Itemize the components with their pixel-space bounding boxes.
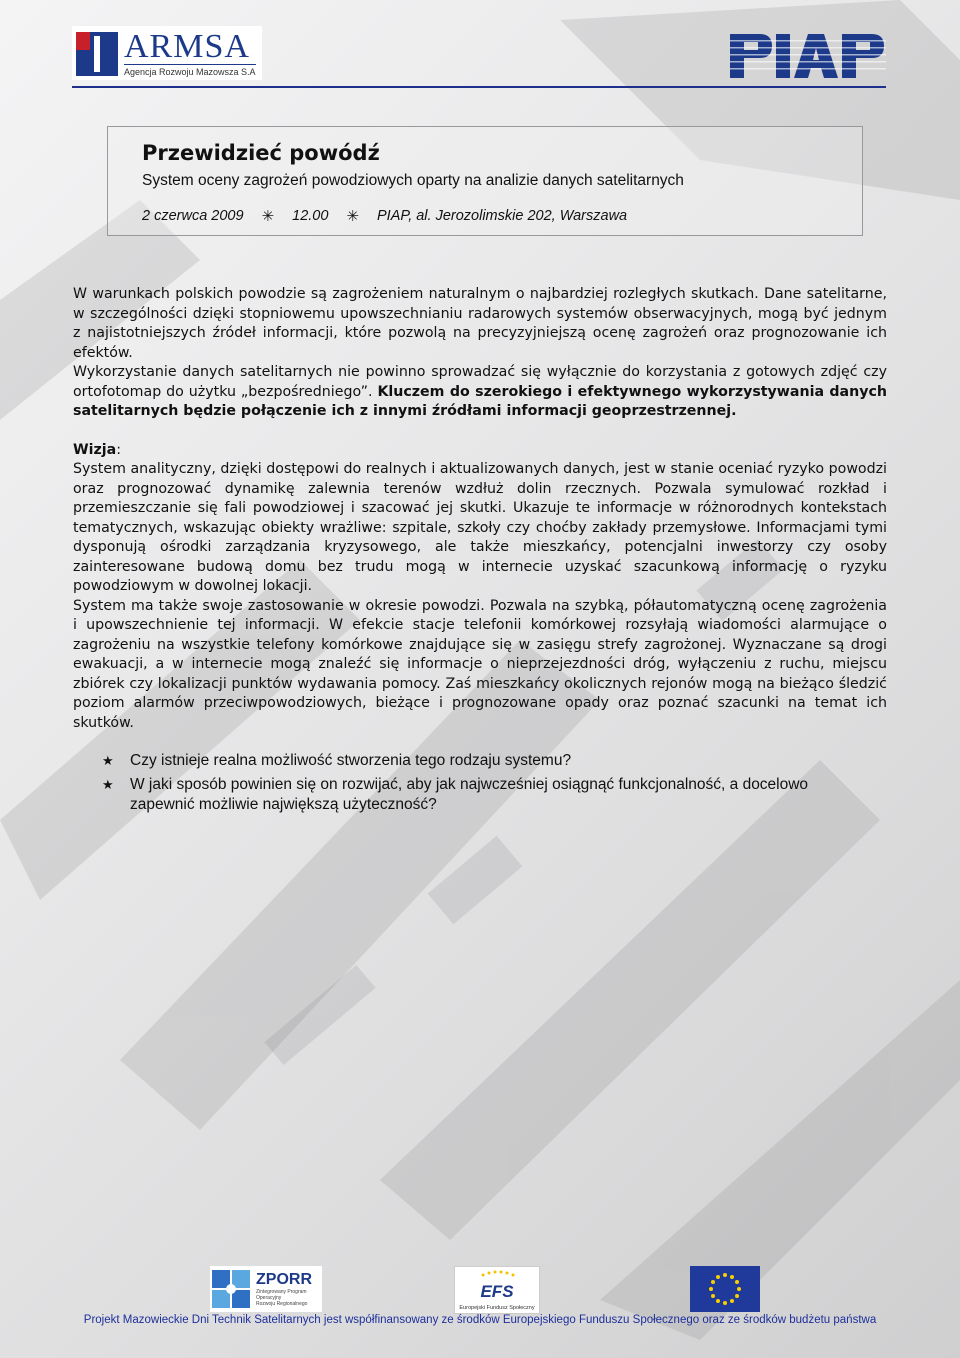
event-subtitle: System oceny zagrożeń powodziowych oparty na analizie danych satelitarnych bbox=[142, 172, 684, 189]
paragraph-intro: W warunkach polskich powodzie są zagrożeniem naturalnym o najbardziej rozległych skutkach. Dane satelitarne, w szczególności dzięki stopniowemu upowszechnianiu radarowych systemów obserwacyjnych, mogą być jednym z najistotniejszych źródeł informacji, które pozwolą na precyzyjniejszą ocenę zagrożeń oraz prognozowanie ich efektów. bbox=[73, 286, 887, 361]
event-time: 12.00 bbox=[292, 208, 329, 224]
questions-list bbox=[102, 751, 862, 819]
armsa-mark-icon bbox=[74, 28, 120, 78]
star-bullet-icon: ★ bbox=[102, 777, 114, 792]
wizja-heading bbox=[73, 441, 887, 461]
asterisk-icon: ✳ bbox=[261, 208, 275, 225]
armsa-logo bbox=[72, 26, 262, 80]
event-date: 2 czerwca 2009 bbox=[142, 208, 244, 224]
sponsor-logos bbox=[0, 1262, 960, 1314]
list-item bbox=[102, 751, 862, 771]
paragraph-usage-text: Wykorzystanie danych satelitarnych nie powinno sprowadzać się wyłącznie do korzystania z gotowych zdjęć czy ortofotomap do użytku „bezpośredniego”. bbox=[73, 364, 887, 400]
list-item bbox=[102, 775, 862, 815]
zporr-title: ZPORR bbox=[256, 1271, 312, 1288]
paragraph-usage bbox=[73, 363, 887, 422]
armsa-subtitle: Agencja Rozwoju Mazowsza S.A bbox=[124, 64, 256, 77]
asterisk-icon: ✳ bbox=[346, 208, 360, 225]
question-text: W jaki sposób powinien się on rozwijać, aby jak najwcześniej osiągnąć funkcjonalność, a docelowo zapewnić możliwie największą użyteczność? bbox=[130, 776, 809, 813]
efs-logo bbox=[454, 1266, 540, 1314]
piap-logo bbox=[730, 30, 886, 80]
paragraph-vision: System analityczny, dzięki dostępowi do realnych i aktualizowanych danych, jest w stanie oceniać ryzyko powodzi oraz prognozować dynamikę zalewnia terenów wzdłuż dolin rzecznych. Pozwala symulować rozkład i przemieszczanie się fali powodziowej i szacować jej skutki. Ukazuje te informacje w różnorodnych kontekstach tematycznych, wskazując obiekty wrażliwe: szpitale, szkoły czy choćby zakłady przemysłowe. Informacjami tymi dysponują ośrodki zarządzania kryzysowego, ale także mieszkańcy, potencjalni inwestorzy czy osoby zainteresowane budową domu bez trudu mogą w internecie uzyskać szacunkową informację o ryzyku powodziowym w dowolnej lokacji. bbox=[73, 461, 887, 594]
event-info-box bbox=[107, 126, 863, 236]
event-details bbox=[142, 207, 627, 225]
armsa-name: ARMSA bbox=[124, 27, 250, 65]
zporr-subtitle-1: Zintegrowany Program bbox=[256, 1289, 307, 1295]
page-header bbox=[72, 26, 886, 88]
eu-flag-icon bbox=[690, 1266, 760, 1312]
event-title: Przewidzieć powódź bbox=[142, 141, 380, 165]
star-bullet-icon: ★ bbox=[102, 753, 114, 768]
wizja-colon: : bbox=[116, 441, 121, 458]
footer-funding-note: Projekt Mazowieckie Dni Technik Satelitarnych jest współfinansowany ze środków Europejskiego Funduszu Społecznego oraz ze środków budżetu państwa bbox=[83, 1314, 877, 1326]
paragraph-flood-use: System ma także swoje zastosowanie w okresie powodzi. Pozwala na szybką, półautomatyczną ocenę zagrożenia i upowszechnienie tej informacji. W efekcie stacje telefonii komórkowej rozsyłają wiadomości alarmujące o zagrożeniu na wszystkie telefony komórkowe znajdujące się w zasięgu strefy zagrożonej. Wyznaczane są drogi ewakuacji, a w internecie mogą znaleźć się informacje o nieprzejezdności dróg, wyłączeniu z ruchu, miejscu zbiórek czy lokalizacji punktów wydawania pomocy. Zaś mieszkańcy okolicznych rejonów mogą na bieżąco śledzić poziom alarmów przeciwpowodziowych, bieżące i prognozowane opady oraz poznać szacunki na temat ich skutków. bbox=[73, 597, 887, 731]
efs-title: EFS bbox=[480, 1282, 514, 1301]
question-text: Czy istnieje realna możliwość stworzenia tego rodzaju systemu? bbox=[130, 752, 572, 769]
zporr-subtitle-2: Operacyjny bbox=[256, 1295, 282, 1301]
zporr-subtitle-3: Rozwoju Regionalnego bbox=[256, 1301, 308, 1307]
wizja-label: Wizja bbox=[73, 441, 117, 458]
efs-subtitle: Europejski Fundusz Społeczny bbox=[459, 1305, 535, 1311]
paragraph-usage-key-statement: Kluczem do szerokiego i efektywnego wykorzystywania danych satelitarnych będzie połączenie ich z innymi źródłami informacji geoprzestrzennej. bbox=[73, 383, 887, 419]
event-place: PIAP, al. Jerozolimskie 202, Warszawa bbox=[377, 208, 628, 224]
zporr-logo bbox=[210, 1266, 322, 1312]
document-body bbox=[73, 285, 887, 733]
